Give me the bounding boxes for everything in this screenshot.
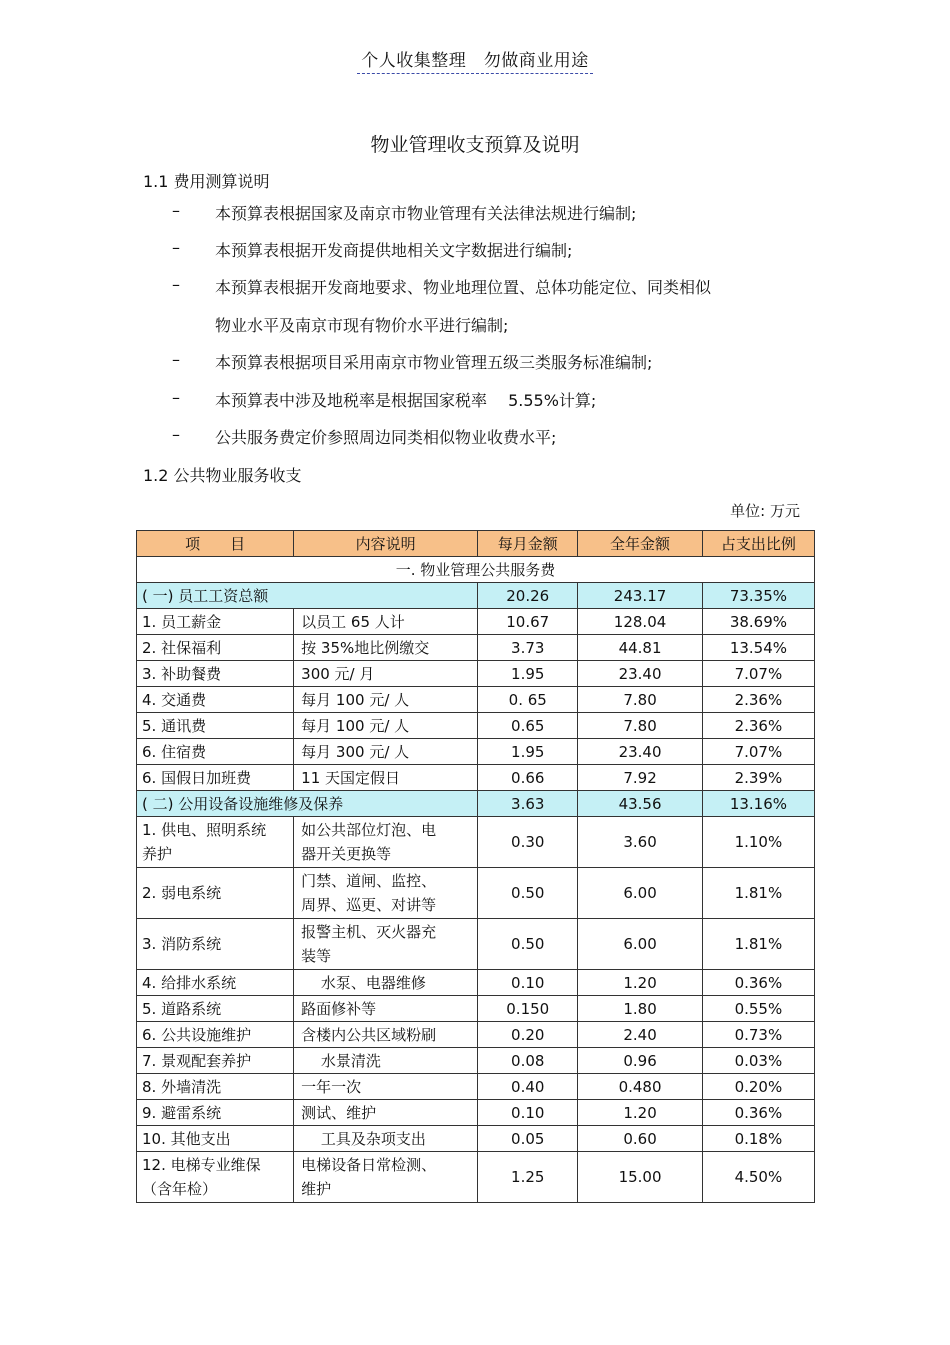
row-description	[294, 817, 478, 868]
row-description-line: 门禁、道闸、监控、	[301, 872, 437, 890]
row-annual: 1.20	[578, 1100, 703, 1126]
row-description	[294, 996, 478, 1022]
row-item	[137, 1048, 294, 1074]
row-monthly: 0.20	[478, 1022, 578, 1048]
row-description: 按 35%地比例缴交	[294, 635, 478, 661]
row-description-line: 水景清洗	[301, 1052, 381, 1070]
row-monthly: 0.40	[478, 1074, 578, 1100]
row-annual: 7.80	[578, 713, 703, 739]
row-description-line: 电梯设备日常检测、	[301, 1156, 437, 1174]
row-monthly: 0.50	[478, 868, 578, 919]
section-2-heading: 1.2 公共物业服务收支	[143, 466, 302, 485]
row-ratio: 38.69%	[702, 609, 814, 635]
row-monthly: 1.95	[478, 739, 578, 765]
group-label: ( 一) 员工工资总额	[137, 583, 478, 609]
row-description-line: 含楼内公共区域粉刷	[301, 1026, 437, 1044]
row-monthly: 3.73	[478, 635, 578, 661]
group-annual: 243.17	[578, 583, 703, 609]
section-1-heading: 1.1 费用测算说明	[143, 172, 270, 191]
row-annual: 23.40	[578, 661, 703, 687]
row-item-line: 12. 电梯专业维保	[142, 1156, 261, 1174]
row-item-line: 养护	[142, 845, 173, 863]
budget-table	[136, 530, 815, 1203]
row-description: 每月 100 元/ 人	[294, 713, 478, 739]
row-annual: 0.96	[578, 1048, 703, 1074]
row-ratio: 0.36%	[702, 970, 814, 996]
row-monthly: 0.08	[478, 1048, 578, 1074]
row-description-line: 水泵、电器维修	[301, 974, 426, 992]
document-title: 物业管理收支预算及说明	[370, 134, 580, 156]
row-annual: 3.60	[578, 817, 703, 868]
row-description: 每月 100 元/ 人	[294, 687, 478, 713]
row-description	[294, 970, 478, 996]
table-row	[137, 635, 815, 661]
row-monthly: 0. 65	[478, 687, 578, 713]
row-ratio: 2.39%	[702, 765, 814, 791]
row-description	[294, 1126, 478, 1152]
row-ratio: 0.20%	[702, 1074, 814, 1100]
group1-body	[137, 609, 815, 791]
row-item: 2. 社保福利	[137, 635, 294, 661]
bullet-dash: –	[172, 201, 180, 220]
table-row	[137, 868, 815, 919]
row-item-line: （含年检）	[142, 1180, 218, 1198]
table-row	[137, 817, 815, 868]
row-description: 以员工 65 人计	[294, 609, 478, 635]
table-row	[137, 919, 815, 970]
row-item	[137, 996, 294, 1022]
table-row	[137, 1022, 815, 1048]
bullet-dash: –	[172, 425, 180, 444]
bullet-text: 本预算表中涉及地税率是根据国家税率 5.55%计算;	[215, 391, 597, 410]
group-label: ( 二) 公用设备设施维修及保养	[137, 791, 478, 817]
row-description	[294, 1022, 478, 1048]
bullet-text: 本预算表根据项目采用南京市物业管理五级三类服务标准编制;	[215, 353, 653, 372]
table-header-row	[137, 531, 815, 557]
row-description	[294, 1152, 478, 1203]
row-item	[137, 1074, 294, 1100]
column-header-description: 内容说明	[294, 531, 478, 557]
group-ratio: 73.35%	[702, 583, 814, 609]
row-monthly: 0.150	[478, 996, 578, 1022]
row-monthly: 1.25	[478, 1152, 578, 1203]
row-ratio: 0.55%	[702, 996, 814, 1022]
row-item	[137, 1022, 294, 1048]
row-annual: 2.40	[578, 1022, 703, 1048]
table-row	[137, 970, 815, 996]
table-row	[137, 1100, 815, 1126]
row-annual: 0.480	[578, 1074, 703, 1100]
bullet-dash: –	[172, 275, 180, 294]
row-ratio: 2.36%	[702, 713, 814, 739]
table-row	[137, 661, 815, 687]
row-description: 300 元/ 月	[294, 661, 478, 687]
row-item-line: 7. 景观配套养护	[142, 1052, 252, 1070]
table-section-title: 一. 物业管理公共服务费	[137, 557, 815, 583]
bullet-dash: –	[172, 388, 180, 407]
section-title-row	[137, 557, 815, 583]
row-item: 1. 员工薪金	[137, 609, 294, 635]
row-description-line: 一年一次	[301, 1078, 362, 1096]
row-annual: 15.00	[578, 1152, 703, 1203]
row-item	[137, 817, 294, 868]
row-item-line: 9. 避雷系统	[142, 1104, 222, 1122]
table-row	[137, 1152, 815, 1203]
row-item	[137, 1100, 294, 1126]
group2-body	[137, 817, 815, 1203]
table-row	[137, 609, 815, 635]
table-row	[137, 765, 815, 791]
row-annual: 6.00	[578, 919, 703, 970]
table-row	[137, 739, 815, 765]
row-ratio: 7.07%	[702, 739, 814, 765]
row-ratio: 2.36%	[702, 687, 814, 713]
bullet-dash: –	[172, 238, 180, 257]
column-header-annual: 全年金额	[578, 531, 703, 557]
row-annual: 1.20	[578, 970, 703, 996]
group-row	[137, 791, 815, 817]
row-monthly: 0.50	[478, 919, 578, 970]
row-item: 4. 交通费	[137, 687, 294, 713]
row-monthly: 0.10	[478, 970, 578, 996]
bullet-text: 本预算表根据国家及南京市物业管理有关法律法规进行编制;	[215, 204, 637, 223]
table-row	[137, 996, 815, 1022]
row-ratio: 13.54%	[702, 635, 814, 661]
row-item	[137, 1152, 294, 1203]
row-item-line: 1. 供电、照明系统	[142, 821, 267, 839]
row-annual: 6.00	[578, 868, 703, 919]
column-header-item: 项 目	[137, 531, 294, 557]
row-monthly: 0.66	[478, 765, 578, 791]
header-text: 个人收集整理 勿做商业用途	[357, 46, 593, 74]
row-ratio: 0.36%	[702, 1100, 814, 1126]
row-item: 6. 国假日加班费	[137, 765, 294, 791]
row-annual: 7.92	[578, 765, 703, 791]
row-ratio: 1.81%	[702, 919, 814, 970]
row-item-line: 6. 公共设施维护	[142, 1026, 252, 1044]
row-ratio: 0.18%	[702, 1126, 814, 1152]
row-annual: 128.04	[578, 609, 703, 635]
row-description-line: 器开关更换等	[301, 845, 392, 863]
group-row	[137, 583, 815, 609]
table-row	[137, 1048, 815, 1074]
table-row	[137, 1126, 815, 1152]
row-description	[294, 1048, 478, 1074]
row-item	[137, 919, 294, 970]
row-description	[294, 1074, 478, 1100]
row-ratio: 4.50%	[702, 1152, 814, 1203]
row-monthly: 0.10	[478, 1100, 578, 1126]
row-description-line: 路面修补等	[301, 1000, 377, 1018]
unit-label: 单位: 万元	[730, 502, 800, 520]
row-ratio: 1.10%	[702, 817, 814, 868]
bullet-text: 本预算表根据开发商地要求、物业地理位置、总体功能定位、同类相似	[215, 278, 712, 297]
row-description-line: 工具及杂项支出	[301, 1130, 426, 1148]
row-item	[137, 1126, 294, 1152]
row-annual: 44.81	[578, 635, 703, 661]
group-monthly: 20.26	[478, 583, 578, 609]
row-monthly: 0.65	[478, 713, 578, 739]
row-monthly: 10.67	[478, 609, 578, 635]
row-item-line: 4. 给排水系统	[142, 974, 237, 992]
row-monthly: 0.05	[478, 1126, 578, 1152]
bullet-dash: –	[172, 350, 180, 369]
row-description	[294, 919, 478, 970]
table-row	[137, 713, 815, 739]
row-ratio: 0.03%	[702, 1048, 814, 1074]
row-ratio: 7.07%	[702, 661, 814, 687]
row-ratio: 0.73%	[702, 1022, 814, 1048]
column-header-monthly: 每月金额	[478, 531, 578, 557]
bullet-text: 物业水平及南京市现有物价水平进行编制;	[215, 316, 509, 335]
row-item	[137, 970, 294, 996]
row-description: 11 天国定假日	[294, 765, 478, 791]
group-annual: 43.56	[578, 791, 703, 817]
row-item-line: 3. 消防系统	[142, 935, 222, 953]
row-item-line: 10. 其他支出	[142, 1130, 231, 1148]
row-description-line: 装等	[301, 947, 332, 965]
row-monthly: 0.30	[478, 817, 578, 868]
page-header	[0, 46, 950, 74]
row-item: 6. 住宿费	[137, 739, 294, 765]
row-description-line: 周界、巡更、对讲等	[301, 896, 437, 914]
column-header-ratio: 占支出比例	[702, 531, 814, 557]
row-description-line: 报警主机、灭火器充	[301, 923, 437, 941]
group-monthly: 3.63	[478, 791, 578, 817]
row-ratio: 1.81%	[702, 868, 814, 919]
group-ratio: 13.16%	[702, 791, 814, 817]
bullet-text: 公共服务费定价参照周边同类相似物业收费水平;	[215, 428, 557, 447]
row-item: 5. 通讯费	[137, 713, 294, 739]
row-annual: 23.40	[578, 739, 703, 765]
row-item-line: 8. 外墙清洗	[142, 1078, 222, 1096]
row-monthly: 1.95	[478, 661, 578, 687]
row-annual: 0.60	[578, 1126, 703, 1152]
row-item: 3. 补助餐费	[137, 661, 294, 687]
row-item	[137, 868, 294, 919]
table-row	[137, 687, 815, 713]
bullet-text: 本预算表根据开发商提供地相关文字数据进行编制;	[215, 241, 573, 260]
row-annual: 1.80	[578, 996, 703, 1022]
row-description-line: 维护	[301, 1180, 332, 1198]
table-row	[137, 1074, 815, 1100]
row-annual: 7.80	[578, 687, 703, 713]
row-description-line: 测试、维护	[301, 1104, 377, 1122]
row-description	[294, 868, 478, 919]
row-description: 每月 300 元/ 人	[294, 739, 478, 765]
row-description	[294, 1100, 478, 1126]
row-item-line: 2. 弱电系统	[142, 884, 222, 902]
row-description-line: 如公共部位灯泡、电	[301, 821, 437, 839]
row-item-line: 5. 道路系统	[142, 1000, 222, 1018]
